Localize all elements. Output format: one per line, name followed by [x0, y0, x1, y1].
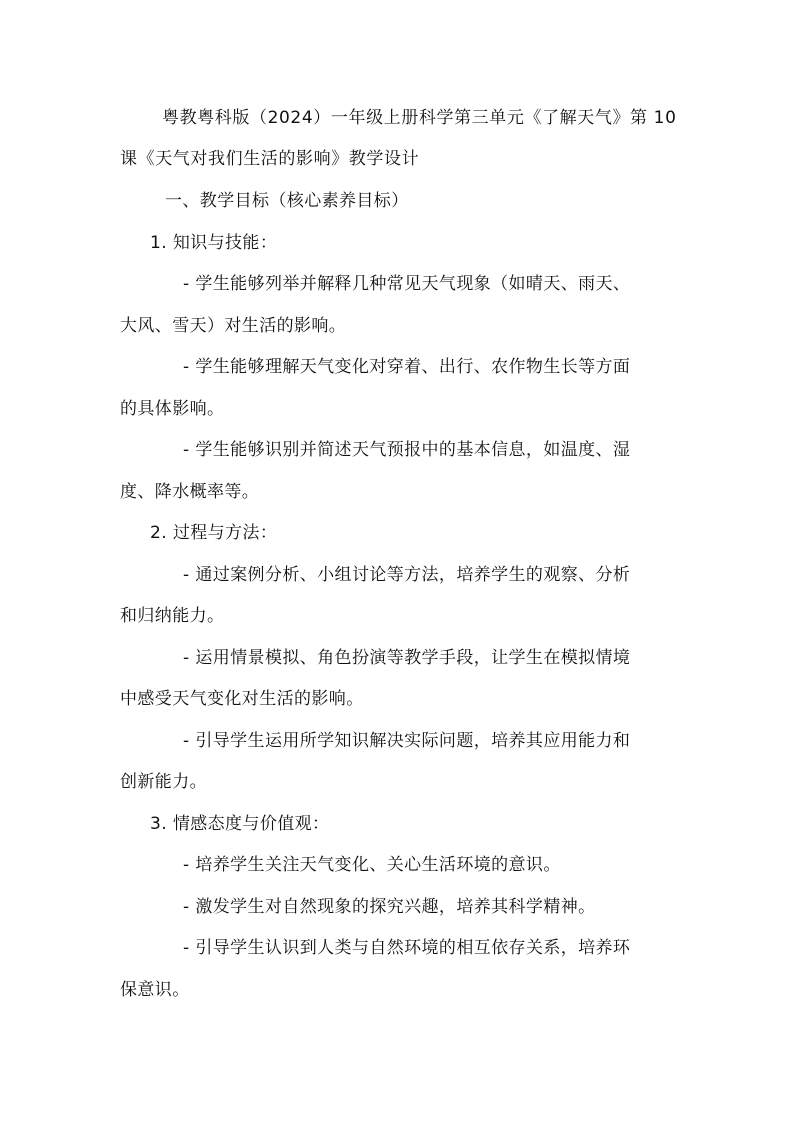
- list-item-line: 度、降水概率等。: [120, 482, 260, 502]
- list-item-line: - 运用情景模拟、角色扮演等教学手段，让学生在模拟情境: [183, 648, 631, 668]
- list-item-line: - 通过案例分析、小组讨论等方法，培养学生的观察、分析: [183, 565, 631, 585]
- subsection-heading-process-methods: 2. 过程与方法：: [150, 523, 278, 543]
- list-item-line: - 激发学生对自然现象的探究兴趣，培养其科学精神。: [183, 897, 596, 917]
- section-heading-teaching-goals: 一、教学目标（核心素养目标）: [165, 191, 409, 211]
- subsection-heading-knowledge-skills: 1. 知识与技能：: [150, 233, 278, 253]
- list-item-line: - 学生能够列举并解释几种常见天气现象（如晴天、雨天、: [183, 274, 631, 294]
- list-item-line: 保意识。: [120, 980, 190, 1000]
- list-item-line: 创新能力。: [120, 772, 207, 792]
- list-item-line: - 培养学生关注天气变化、关心生活环境的意识。: [183, 855, 561, 875]
- list-item-line: 的具体影响。: [120, 399, 225, 419]
- list-item-line: 和归纳能力。: [120, 606, 225, 626]
- document-title-line-1: 粤教粤科版（2024）一年级上册科学第三单元《了解天气》第 10: [162, 108, 677, 128]
- list-item-line: - 引导学生运用所学知识解决实际问题，培养其应用能力和: [183, 731, 631, 751]
- list-item-line: 大风、雪天）对生活的影响。: [120, 316, 347, 336]
- list-item-line: - 学生能够理解天气变化对穿着、出行、农作物生长等方面: [183, 357, 631, 377]
- subsection-heading-emotion-values: 3. 情感态度与价值观：: [150, 814, 330, 834]
- list-item-line: 中感受天气变化对生活的影响。: [120, 689, 364, 709]
- document-title-line-2: 课《天气对我们生活的影响》教学设计: [120, 149, 420, 169]
- list-item-line: - 引导学生认识到人类与自然环境的相互依存关系，培养环: [183, 938, 631, 958]
- list-item-line: - 学生能够识别并简述天气预报中的基本信息，如温度、湿: [183, 440, 631, 460]
